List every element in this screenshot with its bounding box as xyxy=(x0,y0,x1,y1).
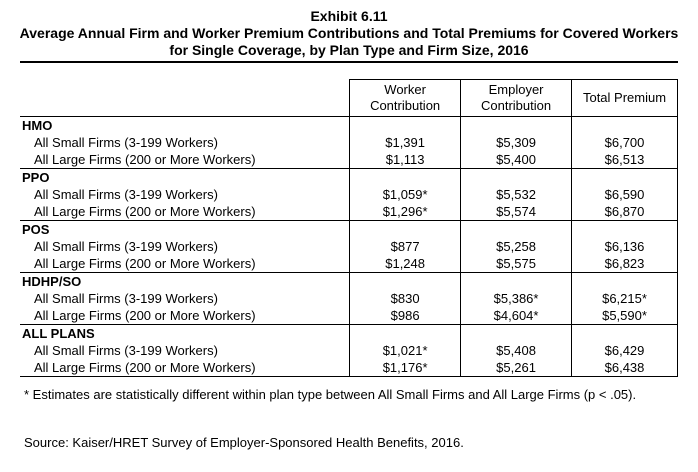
table-row xyxy=(20,290,678,307)
value-cell: $6,823 xyxy=(572,255,678,273)
group-row xyxy=(20,221,678,239)
row-label: All Large Firms (200 or More Workers) xyxy=(20,359,350,377)
row-label: All Small Firms (3-199 Workers) xyxy=(34,343,218,358)
title-rule xyxy=(20,61,678,63)
exhibit-number: Exhibit 6.11 xyxy=(310,8,388,24)
premium-table xyxy=(20,79,678,377)
group-spacer-cell xyxy=(572,169,678,187)
value-cell: $877 xyxy=(350,238,461,255)
group-spacer-cell xyxy=(350,117,461,135)
group-label: PPO xyxy=(20,169,350,187)
value-cell: $5,261 xyxy=(461,359,572,377)
group-spacer-cell xyxy=(350,325,461,343)
group-spacer-cell xyxy=(350,273,461,291)
table-row xyxy=(20,255,678,273)
value-cell: $6,700 xyxy=(572,134,678,151)
row-label: All Small Firms (3-199 Workers) xyxy=(34,291,218,306)
header-row xyxy=(20,80,678,117)
title-line: Average Annual Firm and Worker Premium Contributions and Total Premiums for Covered Workers xyxy=(19,25,679,41)
group-row xyxy=(20,117,678,135)
group-row xyxy=(20,273,678,291)
footnote: * Estimates are statistically different within plan type between All Small Firms and All Large Firms (p < .05). xyxy=(24,387,637,402)
table-row xyxy=(20,186,678,203)
value-cell: $5,574 xyxy=(461,203,572,221)
group-spacer-cell xyxy=(461,169,572,187)
value-cell: $5,309 xyxy=(461,134,572,151)
value-cell: $1,021* xyxy=(350,342,461,359)
title-line: for Single Coverage, by Plan Type and Firm Size, 2016 xyxy=(169,42,529,58)
header-blank xyxy=(20,80,350,117)
group-spacer-cell xyxy=(572,117,678,135)
column-header: Employer Contribution xyxy=(461,80,572,117)
row-label: All Large Firms (200 or More Workers) xyxy=(34,256,256,271)
row-label: All Small Firms (3-199 Workers) xyxy=(34,239,218,254)
value-cell: $5,386* xyxy=(461,290,572,307)
value-cell: $6,870 xyxy=(572,203,678,221)
table-body xyxy=(20,117,678,377)
value-cell: $5,590* xyxy=(572,307,678,325)
row-label: All Large Firms (200 or More Workers) xyxy=(34,152,256,167)
value-cell: $6,215* xyxy=(572,290,678,307)
source-note: Source: Kaiser/HRET Survey of Employer-Sponsored Health Benefits, 2016. xyxy=(24,435,464,450)
value-cell: $1,391 xyxy=(350,134,461,151)
table-row xyxy=(20,238,678,255)
group-spacer-cell xyxy=(461,325,572,343)
table-row xyxy=(20,203,678,221)
value-cell: $6,136 xyxy=(572,238,678,255)
value-cell: $6,438 xyxy=(572,359,678,377)
column-header: Total Premium xyxy=(572,80,678,117)
value-cell: $6,513 xyxy=(572,151,678,169)
group-spacer-cell xyxy=(350,221,461,239)
table-row xyxy=(20,151,678,169)
group-label: ALL PLANS xyxy=(20,325,350,343)
value-cell: $5,575 xyxy=(461,255,572,273)
group-label: POS xyxy=(20,221,350,239)
row-label: All Large Firms (200 or More Workers) xyxy=(34,308,256,323)
group-label: HMO xyxy=(20,117,350,135)
table-row xyxy=(20,359,678,377)
row-label: All Small Firms (3-199 Workers) xyxy=(34,135,218,150)
group-spacer-cell xyxy=(461,273,572,291)
value-cell: $6,590 xyxy=(572,186,678,203)
group-spacer-cell xyxy=(572,273,678,291)
table-row xyxy=(20,134,678,151)
group-label: HDHP/SO xyxy=(20,273,350,291)
value-cell: $1,248 xyxy=(350,255,461,273)
value-cell: $1,176* xyxy=(350,359,461,377)
value-cell: $986 xyxy=(350,307,461,325)
row-label: All Small Firms (3-199 Workers) xyxy=(34,187,218,202)
group-spacer-cell xyxy=(350,169,461,187)
value-cell: $1,296* xyxy=(350,203,461,221)
group-spacer-cell xyxy=(572,221,678,239)
value-cell: $6,429 xyxy=(572,342,678,359)
table-row xyxy=(20,307,678,325)
column-header: Worker Contribution xyxy=(350,80,461,117)
row-label: All Large Firms (200 or More Workers) xyxy=(34,204,256,219)
value-cell: $1,113 xyxy=(350,151,461,169)
group-row xyxy=(20,325,678,343)
value-cell: $5,400 xyxy=(461,151,572,169)
value-cell: $4,604* xyxy=(461,307,572,325)
value-cell: $830 xyxy=(350,290,461,307)
value-cell: $5,258 xyxy=(461,238,572,255)
value-cell: $5,408 xyxy=(461,342,572,359)
exhibit-title xyxy=(0,8,698,59)
table-row xyxy=(20,342,678,359)
group-spacer-cell xyxy=(461,117,572,135)
value-cell: $1,059* xyxy=(350,186,461,203)
group-spacer-cell xyxy=(461,221,572,239)
group-spacer-cell xyxy=(572,325,678,343)
value-cell: $5,532 xyxy=(461,186,572,203)
group-row xyxy=(20,169,678,187)
